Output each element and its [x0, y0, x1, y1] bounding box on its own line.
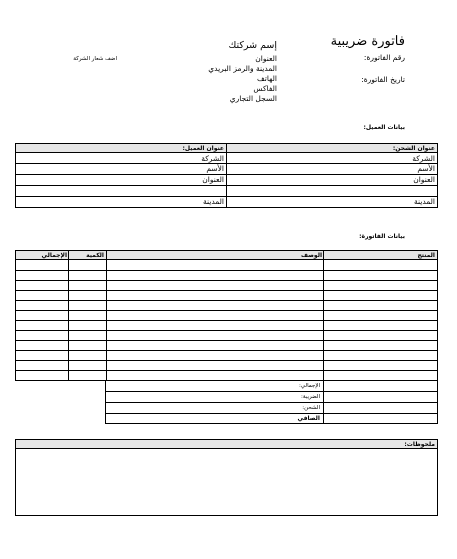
table-row — [16, 370, 437, 371]
company-address — [208, 54, 277, 104]
company-name: إسم شركتك — [228, 40, 277, 51]
notes-title: ملحوظات: — [404, 441, 435, 448]
customer-city: المدينة — [202, 197, 224, 206]
table-row — [16, 280, 437, 281]
table-row — [16, 290, 437, 291]
summary-net: الصافي — [297, 415, 320, 422]
shipping-name: الأسم — [417, 164, 435, 173]
company-line-phone: الهاتف — [257, 74, 277, 83]
column-product: المنتج — [417, 252, 435, 259]
notes-box[interactable] — [15, 439, 438, 516]
company-line-fax: الفاكس — [253, 84, 277, 93]
shipping-company: الشركة — [412, 154, 435, 163]
customer-section-title: بيانات العميل: — [363, 124, 405, 131]
company-line-city: المدينة والرمز البريدي — [208, 64, 277, 73]
summary-shipping: الشحن: — [302, 405, 320, 411]
shipping-address-header: عنوان الشحن: — [392, 145, 435, 152]
table-row — [16, 310, 437, 311]
customer-table — [15, 143, 438, 208]
logo-placeholder: اضف شعار الشركة — [73, 56, 117, 62]
invoice-number-label: رقم الفاتورة: — [363, 53, 405, 62]
customer-address: العنوان — [202, 175, 224, 184]
company-line-address: العنوان — [255, 54, 277, 63]
summary-tax: الضريبة: — [300, 394, 320, 400]
customer-name: الأسم — [206, 164, 224, 173]
table-row — [16, 270, 437, 271]
summary-table — [105, 380, 438, 424]
summary-subtotal: الإجمالي: — [298, 383, 320, 389]
column-quantity: الكمية — [86, 252, 104, 259]
table-row — [16, 350, 437, 351]
customer-company: الشركة — [201, 154, 224, 163]
invoice-table — [15, 250, 438, 381]
invoice-section-title: بيانات الفاتورة: — [359, 233, 405, 240]
invoice-title: فاتورة ضريبية — [330, 34, 405, 49]
shipping-city: المدينة — [413, 197, 435, 206]
table-row — [16, 300, 437, 301]
invoice-table-header — [16, 251, 437, 260]
shipping-address: العنوان — [413, 175, 435, 184]
table-row — [16, 340, 437, 341]
table-row — [16, 360, 437, 361]
column-description: الوصف — [300, 252, 322, 259]
company-line-registry: السجل التجاري — [229, 94, 277, 103]
customer-table-divider — [226, 144, 227, 207]
table-row — [16, 330, 437, 331]
customer-address-header: عنوان العميل: — [182, 145, 224, 152]
column-total: الإجمالي — [41, 252, 67, 259]
notes-header — [16, 440, 437, 449]
table-row — [16, 320, 437, 321]
invoice-date-label: تاريخ الفاتورة: — [361, 75, 405, 84]
